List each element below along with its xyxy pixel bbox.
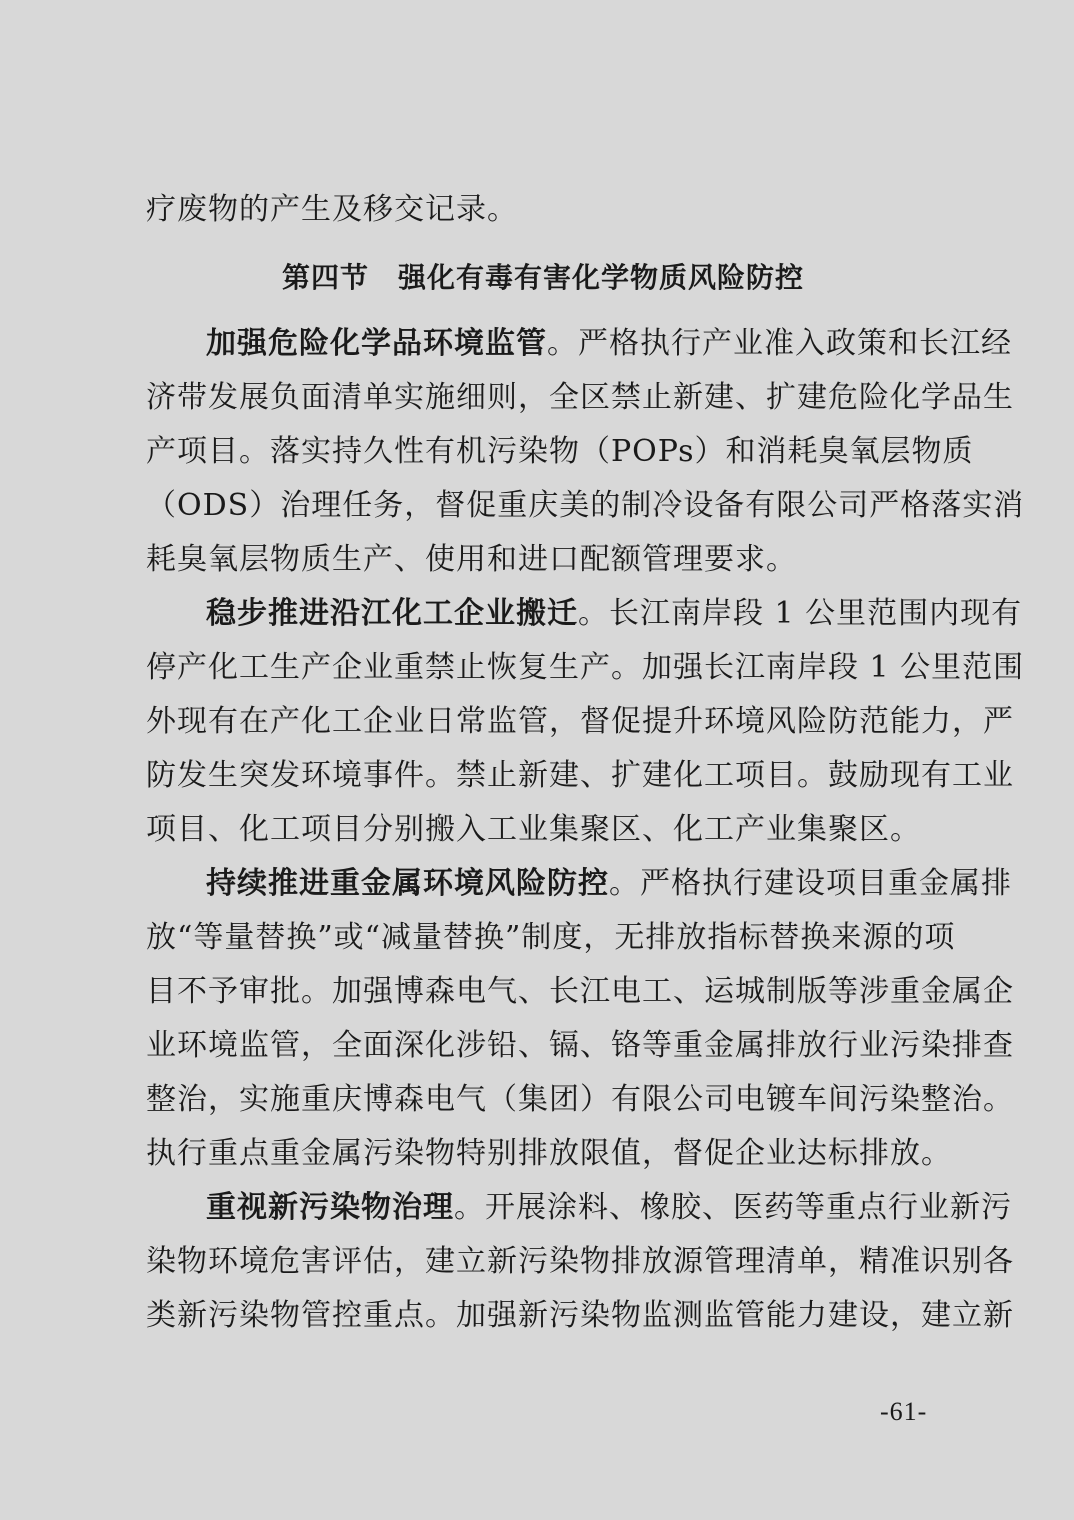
paragraph-line bbox=[146, 317, 1012, 371]
document-page bbox=[146, 183, 1025, 1343]
paragraph-line: 目不予审批。加强博森电气、长江电工、运城制版等涉重金属企 bbox=[146, 974, 1014, 1009]
paragraph-line: 放“等量替换”或“减量替换”制度，无排放指标替换来源的项 bbox=[146, 920, 956, 955]
paragraph-line: 染物环境危害评估，建立新污染物排放源管理清单，精准识别各 bbox=[146, 1244, 1014, 1279]
paragraph-lead: 重视新污染物治理 bbox=[206, 1190, 454, 1225]
paragraph-line: 外现有在产化工企业日常监管，督促提升环境风险防范能力，严 bbox=[146, 704, 1014, 739]
paragraph-text: 。严格执行产业准入政策和长江经 bbox=[547, 326, 1012, 361]
paragraph-new-pollutants bbox=[146, 1181, 1014, 1343]
paragraph-line: 济带发展负面清单实施细则，全区禁止新建、扩建危险化学品生 bbox=[146, 380, 1014, 415]
paragraph-line: 产项目。落实持久性有机污染物（POPs）和消耗臭氧层物质 bbox=[146, 434, 974, 469]
paragraph-line: 业环境监管，全面深化涉铅、镉、铬等重金属排放行业污染排查 bbox=[146, 1028, 1014, 1063]
paragraph-line: 项目、化工项目分别搬入工业集聚区、化工产业集聚区。 bbox=[146, 812, 921, 847]
paragraph-line: 整治，实施重庆博森电气（集团）有限公司电镀车间污染整治。 bbox=[146, 1082, 1014, 1117]
paragraph-line bbox=[146, 587, 1023, 641]
paragraph-line: 停产化工生产企业重禁止恢复生产。加强长江南岸段 1 公里范围 bbox=[146, 650, 1025, 685]
paragraph-line bbox=[146, 1181, 1012, 1235]
section-heading: 第四节 强化有毒有害化学物质风险防控 bbox=[281, 261, 804, 294]
paragraph-hazardous-chemicals bbox=[146, 317, 1025, 587]
page-number: -61- bbox=[880, 1397, 928, 1426]
paragraph-lead: 持续推进重金属环境风险防控 bbox=[206, 866, 609, 901]
paragraph-heavy-metals bbox=[146, 857, 1014, 1181]
paragraph-text: 。开展涂料、橡胶、医药等重点行业新污 bbox=[454, 1190, 1012, 1225]
paragraph-chemical-relocation bbox=[146, 587, 1025, 857]
paragraph-text: 。长江南岸段 1 公里范围内现有 bbox=[578, 596, 1023, 631]
intro-line: 疗废物的产生及移交记录。 bbox=[146, 192, 518, 227]
paragraph-text: 。严格执行建设项目重金属排 bbox=[609, 866, 1012, 901]
paragraph-lead: 加强危险化学品环境监管 bbox=[206, 326, 547, 361]
paragraph-lead: 稳步推进沿江化工企业搬迁 bbox=[206, 596, 578, 631]
paragraph-line: 耗臭氧层物质生产、使用和进口配额管理要求。 bbox=[146, 542, 797, 577]
paragraph-line bbox=[146, 857, 1012, 911]
paragraph-line: 防发生突发环境事件。禁止新建、扩建化工项目。鼓励现有工业 bbox=[146, 758, 1014, 793]
paragraph-line: 执行重点重金属污染物特别排放限值，督促企业达标排放。 bbox=[146, 1136, 952, 1171]
paragraph-line: （ODS）治理任务，督促重庆美的制冷设备有限公司严格落实消 bbox=[146, 488, 1025, 523]
paragraph-line: 类新污染物管控重点。加强新污染物监测监管能力建设，建立新 bbox=[146, 1298, 1014, 1333]
